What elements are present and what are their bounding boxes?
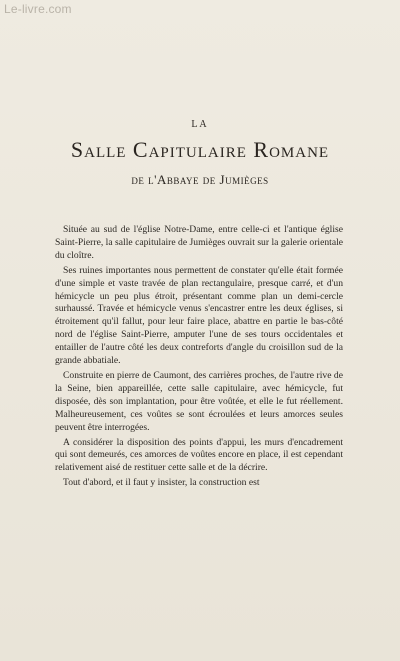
heading-article: LA bbox=[191, 119, 209, 130]
watermark-logo: Le-livre.com bbox=[4, 2, 72, 16]
paragraph: Construite en pierre de Caumont, des carrières proches, de l'autre rive de la Seine, bien appareillée, cette salle capitulaire, avec hémicycle, fut disposée, dès son implantation, pour être voûtée, et elle le fut réellement. Malheureusement, ces voûtes se sont écroulées et leurs amorces seules peuvent être interrogées. bbox=[55, 369, 343, 433]
paragraph: Ses ruines importantes nous permettent de constater qu'elle était formée d'une simple et vaste travée de plan rectangulaire, presque carré, et d'un hémicycle un peu plus étroit, présentant comme plan un demi-cercle surhaussé. Travée et hémicycle venus s'encastrer entre les deux églises, si étroitement qu'il fallut, pour leur faire place, abattre en partie le bas-côté nord de l'église Saint-Pierre, amputer l'une de ses tours occidentales et entailler de l'autre côté les deux contreforts d'angle du croisillon sud de la grande abbatiale. bbox=[55, 264, 343, 367]
page-subtitle: de l'Abbaye de Jumièges bbox=[131, 172, 269, 187]
paragraph: A considérer la disposition des points d'appui, les murs d'encadrement qui sont demeurés, ces amorces de voûtes encore en place, il est cependant relativement aisé de restituer cette salle et de la décrire. bbox=[55, 436, 343, 474]
article-body bbox=[55, 224, 343, 490]
paragraph: Située au sud de l'église Notre-Dame, entre celle-ci et l'antique église Saint-Pierre, la salle capitulaire de Jumièges ouvrait sur la galerie orientale du cloître. bbox=[55, 224, 343, 261]
paragraph: Tout d'abord, et il faut y insister, la construction est bbox=[63, 477, 260, 489]
page-title: Salle Capitulaire Romane bbox=[70, 137, 330, 162]
